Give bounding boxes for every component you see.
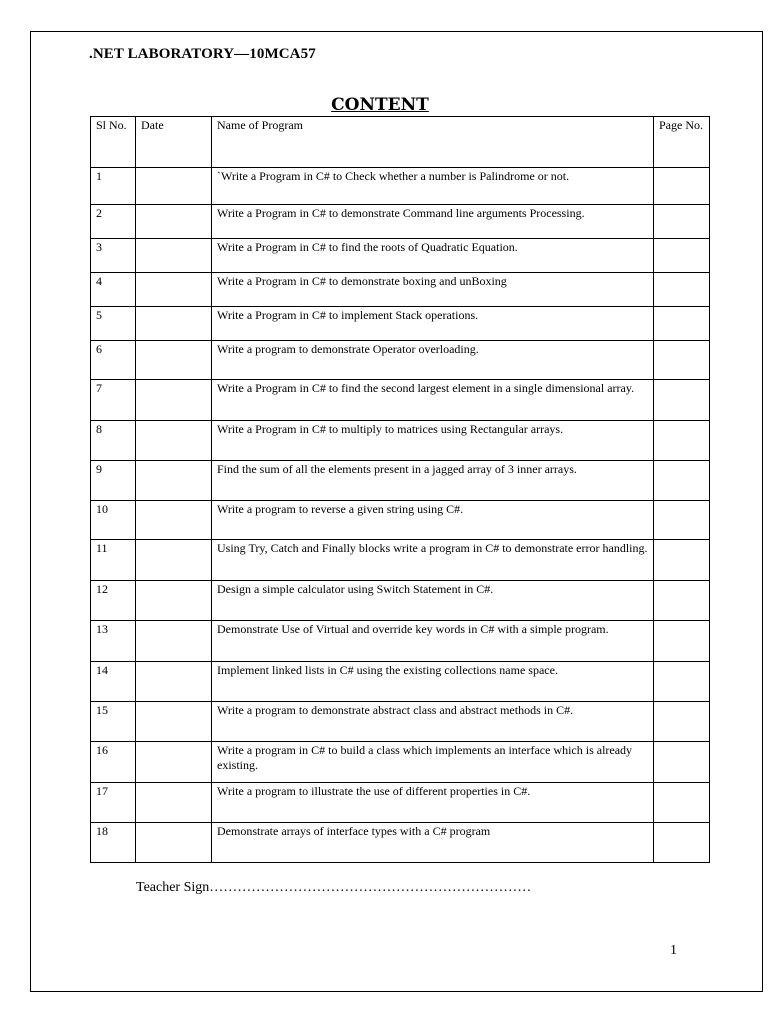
row-program-name: Write a program to demonstrate abstract class and abstract methods in C#. (212, 702, 654, 742)
content-heading (0, 95, 768, 115)
row-sl-no: 13 (91, 621, 136, 662)
row-program-name: Demonstrate Use of Virtual and override key words in C# with a simple program. (212, 621, 654, 662)
row-program-name: Using Try, Catch and Finally blocks write a program in C# to demonstrate error handling. (212, 540, 654, 581)
row-date (136, 702, 212, 742)
row-program-name: Write a Program in C# to find the second largest element in a single dimensional array. (212, 380, 654, 421)
row-page-no (654, 783, 710, 823)
row-sl-no: 7 (91, 380, 136, 421)
row-sl-no: 3 (91, 239, 136, 273)
contents-table (90, 116, 710, 863)
table-row (91, 501, 710, 540)
row-page-no (654, 581, 710, 621)
row-date (136, 239, 212, 273)
teacher-sign: Teacher Sign…………………………………………………………… (136, 880, 532, 895)
header-page-no: Page No. (654, 117, 710, 168)
row-page-no (654, 501, 710, 540)
table-row (91, 783, 710, 823)
row-date (136, 168, 212, 205)
row-date (136, 461, 212, 501)
row-date (136, 501, 212, 540)
content-heading-text: CONTENT (331, 95, 429, 115)
table-row (91, 307, 710, 341)
row-page-no (654, 168, 710, 205)
table-row (91, 461, 710, 501)
row-sl-no: 9 (91, 461, 136, 501)
row-page-no (654, 621, 710, 662)
row-date (136, 823, 212, 863)
row-sl-no: 6 (91, 341, 136, 380)
row-sl-no: 8 (91, 421, 136, 461)
row-date (136, 205, 212, 239)
row-program-name: Write a Program in C# to implement Stack operations. (212, 307, 654, 341)
row-page-no (654, 273, 710, 307)
row-date (136, 742, 212, 783)
row-date (136, 581, 212, 621)
row-date (136, 273, 212, 307)
header-sl-no: Sl No. (91, 117, 136, 168)
row-date (136, 540, 212, 581)
table-row (91, 662, 710, 702)
row-program-name: Write a program in C# to build a class which implements an interface which is already existing. (212, 742, 654, 783)
row-sl-no: 10 (91, 501, 136, 540)
row-program-name: Design a simple calculator using Switch Statement in C#. (212, 581, 654, 621)
contents-table-body (91, 117, 710, 863)
row-program-name: Write a Program in C# to find the roots of Quadratic Equation. (212, 239, 654, 273)
row-sl-no: 16 (91, 742, 136, 783)
row-sl-no: 18 (91, 823, 136, 863)
row-program-name: `Write a Program in C# to Check whether a number is Palindrome or not. (212, 168, 654, 205)
row-sl-no: 2 (91, 205, 136, 239)
header-date: Date (136, 117, 212, 168)
row-sl-no: 12 (91, 581, 136, 621)
table-row (91, 621, 710, 662)
table-row (91, 702, 710, 742)
row-date (136, 662, 212, 702)
row-date (136, 783, 212, 823)
row-page-no (654, 380, 710, 421)
row-page-no (654, 823, 710, 863)
table-row (91, 205, 710, 239)
row-program-name: Write a program to reverse a given string using C#. (212, 501, 654, 540)
row-page-no (654, 742, 710, 783)
row-date (136, 341, 212, 380)
row-sl-no: 1 (91, 168, 136, 205)
row-program-name: Find the sum of all the elements present in a jagged array of 3 inner arrays. (212, 461, 654, 501)
lab-title: .NET LABORATORY—10MCA57 (89, 46, 316, 62)
table-row (91, 421, 710, 461)
row-program-name: Implement linked lists in C# using the existing collections name space. (212, 662, 654, 702)
row-sl-no: 11 (91, 540, 136, 581)
table-row (91, 581, 710, 621)
row-page-no (654, 540, 710, 581)
header-program-name: Name of Program (212, 117, 654, 168)
table-row (91, 742, 710, 783)
table-row (91, 380, 710, 421)
page-number: 1 (670, 943, 677, 958)
row-sl-no: 15 (91, 702, 136, 742)
row-program-name: Write a program to illustrate the use of different properties in C#. (212, 783, 654, 823)
row-date (136, 307, 212, 341)
row-page-no (654, 662, 710, 702)
table-row (91, 341, 710, 380)
row-page-no (654, 239, 710, 273)
row-program-name: Write a program to demonstrate Operator overloading. (212, 341, 654, 380)
row-sl-no: 17 (91, 783, 136, 823)
table-row (91, 168, 710, 205)
row-program-name: Write a Program in C# to multiply to matrices using Rectangular arrays. (212, 421, 654, 461)
table-row (91, 823, 710, 863)
row-program-name: Demonstrate arrays of interface types with a C# program (212, 823, 654, 863)
row-page-no (654, 702, 710, 742)
row-page-no (654, 421, 710, 461)
row-date (136, 421, 212, 461)
row-date (136, 380, 212, 421)
table-row (91, 540, 710, 581)
row-program-name: Write a Program in C# to demonstrate boxing and unBoxing (212, 273, 654, 307)
row-sl-no: 4 (91, 273, 136, 307)
row-sl-no: 14 (91, 662, 136, 702)
row-page-no (654, 461, 710, 501)
row-sl-no: 5 (91, 307, 136, 341)
row-page-no (654, 307, 710, 341)
row-program-name: Write a Program in C# to demonstrate Command line arguments Processing. (212, 205, 654, 239)
table-header-row (91, 117, 710, 168)
table-row (91, 273, 710, 307)
row-page-no (654, 205, 710, 239)
table-row (91, 239, 710, 273)
row-date (136, 621, 212, 662)
row-page-no (654, 341, 710, 380)
